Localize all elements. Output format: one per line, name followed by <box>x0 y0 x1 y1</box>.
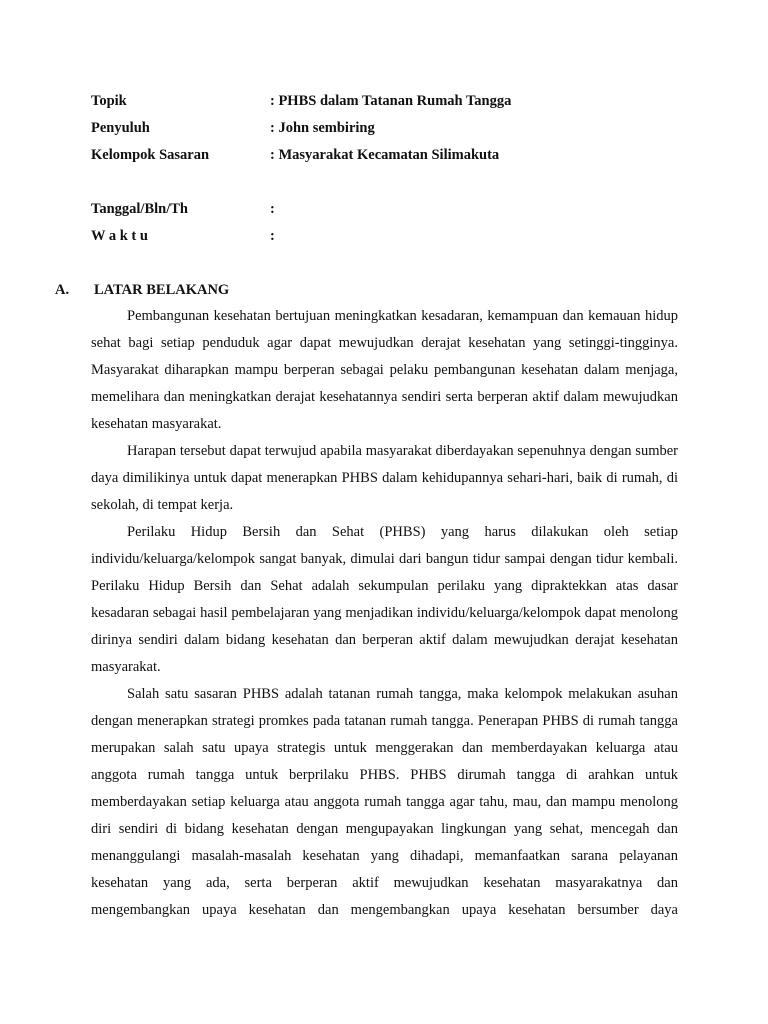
paragraph: Harapan tersebut dapat terwujud apabila masyarakat diberdayakan sepenuhnya dengan sumber daya dimilikinya untuk dapat menerapkan PHBS dalam kehidupannya sehari-hari, baik di rumah, di sekolah, di tempat kerja. <box>91 443 678 513</box>
meta-value: : <box>270 201 275 217</box>
paragraph: Salah satu sasaran PHBS adalah tatanan rumah tangga, maka kelompok melakukan asuhan dengan menerapkan strategi promkes pada tatanan rumah tangga. Penerapan PHBS di rumah tangga merupakan salah satu upaya strategis untuk menggerakan dan memberdayakan keluarga atau anggota rumah tangga untuk berprilaku PHBS. PHBS dirumah tangga di arahkan untuk memberdayakan setiap keluarga atau anggota rumah tangga agar tahu, mau, dan mampu menolong diri sendiri di bidang kesehatan dengan mengupayakan lingkungan yang sehat, mencegah dan menanggulangi masalah-masalah kesehatan yang dihadapi, memanfaatkan sarana pelayanan kesehatan yang ada, serta berperan aktif mewujudkan kesehatan masyarakatnya dan mengembangkan upaya kesehatan dan mengembangkan upaya kesehatan bersumber daya <box>91 686 678 918</box>
paragraph: Pembangunan kesehatan bertujuan meningkatkan kesadaran, kemampuan dan kemauan hidup sehat bagi setiap penduduk agar dapat mewujudkan derajat kesehatan yang setinggi-tingginya. Masyarakat diharapkan mampu berperan sebagai pelaku pembangunan kesehatan dalam menjaga, memelihara dan meningkatkan derajat kesehatannya sendiri serta berperan aktif dalam mewujudkan kesehatan masyarakat. <box>91 308 678 432</box>
body-text <box>91 303 678 924</box>
meta-label: W a k t u <box>91 228 148 244</box>
section-title: LATAR BELAKANG <box>94 282 230 298</box>
meta-label: Kelompok Sasaran <box>91 147 210 163</box>
section-letter: A. <box>55 282 70 298</box>
meta-value: : John sembiring <box>270 120 375 136</box>
meta-value: : Masyarakat Kecamatan Silimakuta <box>270 147 500 163</box>
meta-label: Tanggal/Bln/Th <box>91 201 188 217</box>
paragraph: Perilaku Hidup Bersih dan Sehat (PHBS) yang harus dilakukan oleh setiap individu/keluarga/kelompok sangat banyak, dimulai dari bangun tidur sampai dengan tidur kembali. Perilaku Hidup Bersih dan Sehat adalah sekumpulan perilaku yang dipraktekkan atas dasar kesadaran sebagai hasil pembelajaran yang menjadikan individu/keluarga/kelompok dapat menolong dirinya sendiri dalam bidang kesehatan dan berperan aktif dalam mewujudkan derajat kesehatan masyarakat. <box>91 524 678 675</box>
meta-label: Penyuluh <box>91 120 150 136</box>
meta-value: : PHBS dalam Tatanan Rumah Tangga <box>270 93 512 109</box>
meta-label: Topik <box>91 93 127 109</box>
meta-value: : <box>270 228 275 244</box>
